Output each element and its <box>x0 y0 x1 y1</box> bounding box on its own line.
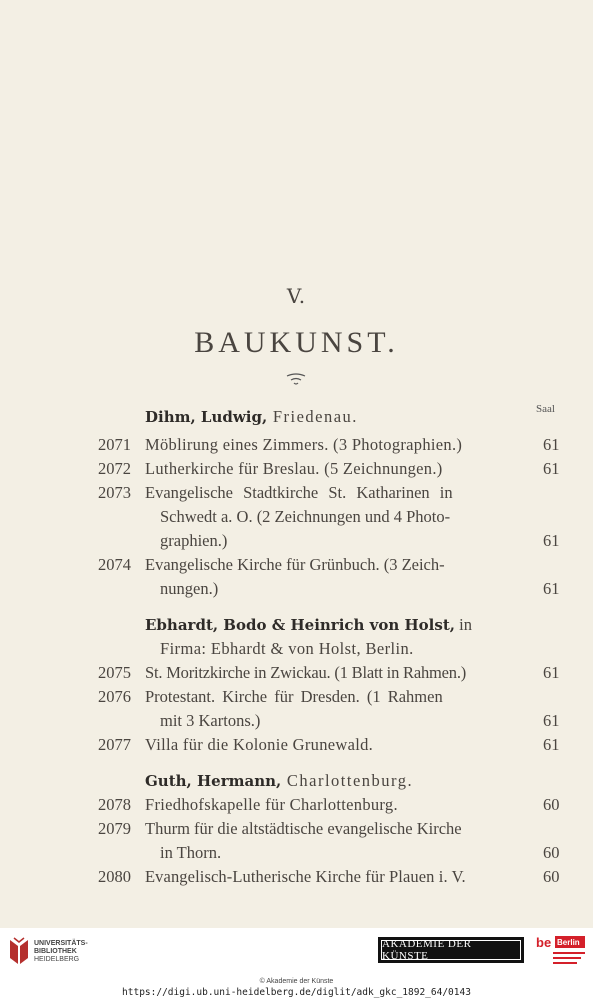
entry-text: St. Moritzkirche in Zwickau. (1 Blatt in Rahmen.) <box>145 663 467 682</box>
entry-text: Möblirung eines Zimmers. (3 Photographien.) <box>145 435 463 454</box>
entry-text: Villa für die Kolonie Grunewald. <box>145 735 374 754</box>
entry-text: Evangelische Stadtkirche St. Katharinen in <box>145 483 453 502</box>
room-number: 60 <box>543 843 560 862</box>
entry-text: Firma: Ebhardt & von Holst, Berlin. <box>160 639 414 658</box>
be-berlin-logo-icon[interactable] <box>535 934 587 968</box>
svg-text:Berlin: Berlin <box>557 938 580 947</box>
entry-text: Schwedt a. O. (2 Zeichnungen und 4 Photo- <box>160 507 451 526</box>
entry-text: Protestant. Kirche für Dresden. (1 Rahmen <box>145 687 443 706</box>
entry-text: Friedhofskapelle für Charlottenburg. <box>145 795 398 814</box>
entry-number: 2077 <box>98 735 131 754</box>
artist-heading: Dihm, Ludwig, Friedenau. <box>145 407 358 426</box>
entry-number: 2076 <box>98 687 131 706</box>
university-library-logo-icon[interactable] <box>8 936 30 966</box>
permalink-url[interactable]: https://digi.ub.uni-heidelberg.de/diglit/adk_gkc_1892_64/0143 <box>122 987 471 998</box>
akademie-der-kuenste-logo[interactable]: AKADEMIE DER KÜNSTE <box>378 937 524 963</box>
entry-number: 2073 <box>98 483 131 502</box>
university-library-name: UNIVERSITÄTS- BIBLIOTHEK HEIDELBERG <box>34 940 88 963</box>
entry-text: graphien.) <box>160 531 228 550</box>
entry-text: mit 3 Kartons.) <box>160 711 261 730</box>
room-number: 61 <box>543 531 560 550</box>
entry-number: 2078 <box>98 795 131 814</box>
room-number: 60 <box>543 795 560 814</box>
entry-text: Evangelisch-Lutherische Kirche für Plauen i. V. <box>145 867 466 886</box>
entry-number: 2072 <box>98 459 131 478</box>
artist-heading: Guth, Hermann, Charlottenburg. <box>145 771 414 790</box>
copyright-notice: © Akademie der Künste <box>259 978 334 985</box>
room-number: 61 <box>543 711 560 730</box>
room-number: 61 <box>543 579 560 598</box>
entry-text: in Thorn. <box>160 843 222 862</box>
entry-number: 2071 <box>98 435 131 454</box>
ornament-icon <box>285 372 307 390</box>
entry-text: Lutherkirche für Breslau. (5 Zeichnungen.) <box>145 459 443 478</box>
entry-text: nungen.) <box>160 579 219 598</box>
svg-text:be: be <box>536 935 552 950</box>
entry-number: 2079 <box>98 819 131 838</box>
room-number: 61 <box>543 735 560 754</box>
entry-text: Thurm für die altstädtische evangelische Kirche <box>145 819 462 838</box>
entry-number: 2074 <box>98 555 131 574</box>
room-number: 60 <box>543 867 560 886</box>
room-number: 61 <box>543 435 560 454</box>
room-number: 61 <box>543 663 560 682</box>
section-number: V. <box>286 284 307 308</box>
entry-text: Evangelische Kirche für Grünbuch. (3 Zeich- <box>145 555 445 574</box>
column-header-saal: Saal <box>536 403 555 415</box>
entry-number: 2075 <box>98 663 131 682</box>
section-title: BAUKUNST. <box>194 326 399 359</box>
room-number: 61 <box>543 459 560 478</box>
entry-number: 2080 <box>98 867 131 886</box>
artist-heading: Ebhardt, Bodo & Heinrich von Holst, in <box>145 615 472 634</box>
